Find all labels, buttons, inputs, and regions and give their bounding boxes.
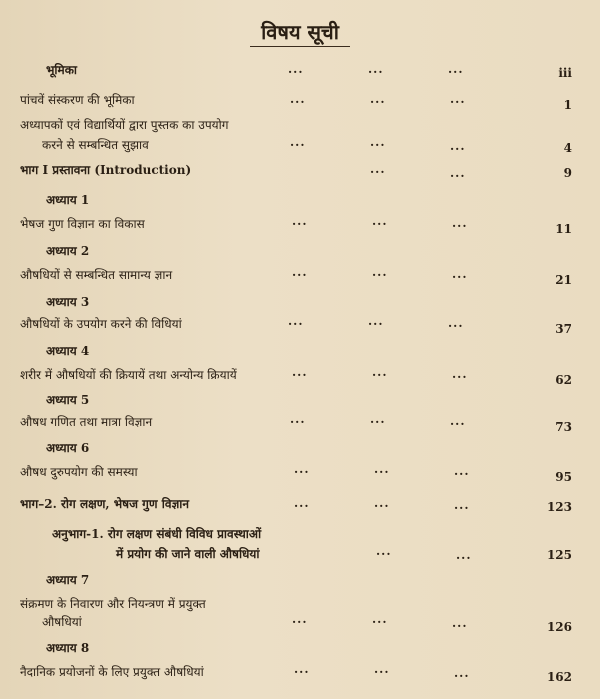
entry-label: पांचवें संस्करण की भूमिका (20, 93, 135, 107)
chapter-heading: अध्याय 3 (46, 295, 90, 309)
entry-label-continued: करने से सम्बन्धित सुझाव (42, 138, 149, 152)
chapter-heading: अध्याय 4 (46, 344, 90, 358)
leader-dots: ... (452, 216, 468, 230)
entry-page: 62 (555, 373, 572, 387)
toc-entry-chapter-4 (0, 343, 600, 393)
entry-page: 125 (546, 548, 572, 562)
entry-label: भाग I प्रस्तावना (Introduction) (20, 163, 192, 177)
leader-dots: ... (374, 496, 390, 510)
toc-entry-chapter-1 (0, 192, 600, 242)
page-title: विषय सूची (261, 20, 339, 44)
toc-entry-chapter-6 (0, 440, 600, 490)
entry-label: औषधियों के उपयोग करने की विधियां (20, 317, 182, 331)
leader-dots: ... (450, 166, 466, 180)
leader-dots: ... (288, 314, 304, 328)
leader-dots: ... (452, 616, 468, 630)
toc-entry-part-1 (0, 162, 600, 182)
toc-entry-chapter-7 (0, 572, 600, 638)
chapter-heading: अध्याय 5 (46, 393, 90, 407)
leader-dots: ... (372, 365, 388, 379)
toc-entry-chapter-8 (0, 640, 600, 690)
toc-entry-chapter-5 (0, 392, 600, 442)
toc-entry-fifth-edition-preface (0, 92, 600, 112)
chapter-heading: अध्याय 2 (46, 244, 90, 258)
entry-page: 37 (555, 322, 572, 336)
leader-dots: ... (292, 612, 308, 626)
entry-page: 162 (546, 670, 572, 684)
entry-label: भेषज गुण विज्ञान का विकास (20, 217, 145, 231)
entry-label: अध्यापकों एवं विद्यार्थियों द्वारा पुस्तक का उपयोग (20, 118, 229, 132)
leader-dots: ... (452, 267, 468, 281)
leader-dots: ... (372, 214, 388, 228)
leader-dots: ... (454, 666, 470, 680)
entry-label: अनुभाग-1. रोग लक्षण संबंधी विविध प्रावस्थाओं (52, 527, 262, 541)
entry-page: 4 (563, 141, 572, 155)
leader-dots: ... (450, 139, 466, 153)
toc-entry-preface (0, 62, 600, 82)
leader-dots: ... (450, 92, 466, 106)
leader-dots: ... (290, 92, 306, 106)
leader-dots: ... (448, 316, 464, 330)
leader-dots: ... (376, 544, 392, 558)
toc-entry-part-2 (0, 496, 600, 516)
chapter-heading: अध्याय 1 (46, 193, 90, 207)
toc-entry-suggestions (0, 117, 600, 157)
leader-dots: ... (292, 214, 308, 228)
entry-page: 21 (555, 273, 572, 287)
entry-label-continued: औषधियां (42, 615, 82, 629)
entry-label: संक्रमण के निवारण और नियन्त्रण में प्रयुक्त (20, 597, 206, 611)
entry-page: iii (558, 66, 572, 80)
leader-dots: ... (292, 265, 308, 279)
title-underline (250, 46, 350, 47)
entry-label-continued: में प्रयोग की जाने वाली औषधियां (116, 547, 260, 561)
chapter-heading: अध्याय 7 (46, 573, 90, 587)
leader-dots: ... (294, 462, 310, 476)
chapter-heading: अध्याय 8 (46, 641, 90, 655)
entry-label: औषधियों से सम्बन्धित सामान्य ज्ञान (20, 268, 173, 282)
leader-dots: ... (452, 367, 468, 381)
entry-label: औषध गणित तथा मात्रा विज्ञान (20, 415, 153, 429)
leader-dots: ... (290, 412, 306, 426)
entry-label: भूमिका (46, 63, 78, 77)
toc-entry-section-1 (0, 526, 600, 566)
leader-dots: ... (368, 62, 384, 76)
leader-dots: ... (450, 414, 466, 428)
entry-label: औषध दुरुपयोग की समस्या (20, 465, 138, 479)
leader-dots: ... (288, 62, 304, 76)
leader-dots: ... (454, 464, 470, 478)
chapter-heading: अध्याय 6 (46, 441, 90, 455)
entry-label: भाग–2. रोग लक्षण, भेषज गुण विज्ञान (20, 497, 190, 511)
leader-dots: ... (448, 62, 464, 76)
leader-dots: ... (290, 135, 306, 149)
leader-dots: ... (374, 662, 390, 676)
entry-page: 73 (555, 420, 572, 434)
leader-dots: ... (370, 162, 386, 176)
leader-dots: ... (292, 365, 308, 379)
entry-label: शरीर में औषधियों की क्रियायें तथा अन्योन्य क्रियायें (20, 368, 237, 382)
entry-page: 126 (546, 620, 572, 634)
leader-dots: ... (368, 314, 384, 328)
leader-dots: ... (454, 498, 470, 512)
leader-dots: ... (370, 412, 386, 426)
entry-page: 123 (546, 500, 572, 514)
toc-entry-chapter-3 (0, 294, 600, 344)
toc-entry-chapter-2 (0, 243, 600, 293)
leader-dots: ... (294, 662, 310, 676)
leader-dots: ... (370, 92, 386, 106)
leader-dots: ... (374, 462, 390, 476)
leader-dots: ... (294, 496, 310, 510)
entry-page: 9 (563, 166, 572, 180)
entry-label: नैदानिक प्रयोजनों के लिए प्रयुक्त औषधियां (20, 665, 204, 679)
entry-page: 1 (563, 98, 572, 112)
leader-dots: ... (456, 548, 472, 562)
leader-dots: ... (372, 612, 388, 626)
leader-dots: ... (372, 265, 388, 279)
entry-page: 11 (555, 222, 572, 236)
leader-dots: ... (370, 135, 386, 149)
entry-page: 95 (555, 470, 572, 484)
